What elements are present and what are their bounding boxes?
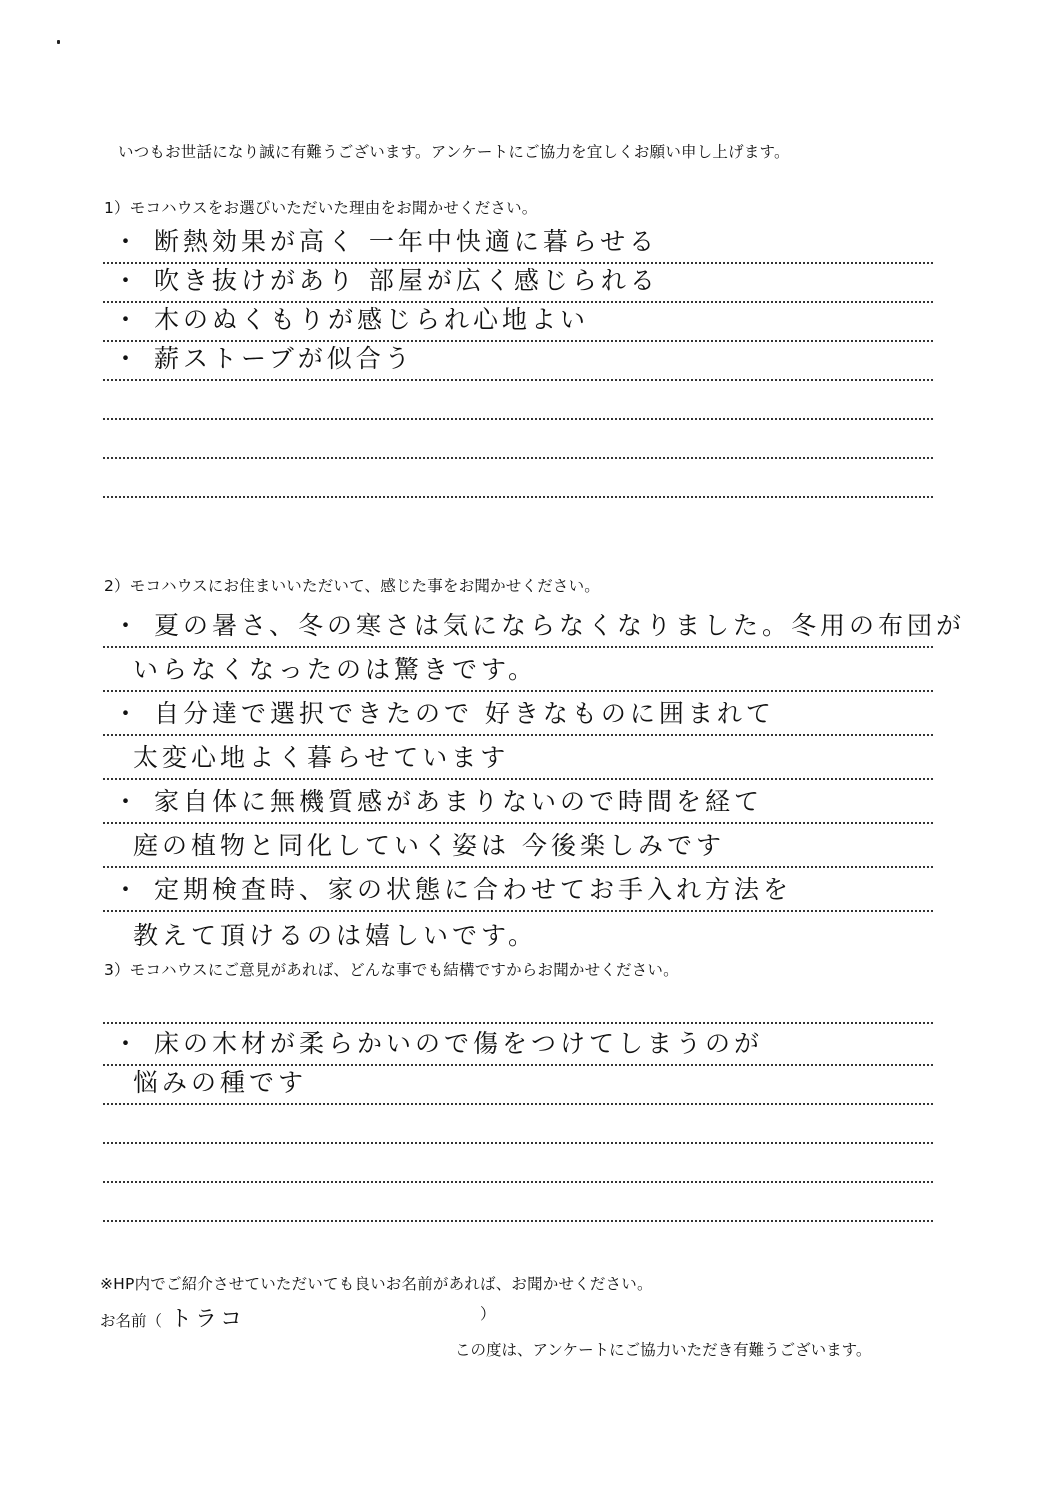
answer-text: 悩みの種です <box>133 1068 308 1097</box>
answer-line <box>103 420 933 459</box>
answer-line <box>103 692 933 736</box>
name-close-paren: ） <box>480 1305 496 1323</box>
answer-text: いらなくなったのは驚きです。 <box>133 655 538 684</box>
answer-text: ・ 定期検査時、家の状態に合わせてお手入れ方法を <box>113 875 792 904</box>
thanks-text: この度は、アンケートにご協力いただき有難うございます。 <box>455 1341 872 1359</box>
answer-line <box>103 1144 933 1183</box>
question-2: 2）モコハウスにお住まいいただいて、感じた事をお聞かせください。 <box>104 577 600 595</box>
answer-line <box>103 1183 933 1222</box>
answer-line <box>103 1024 933 1066</box>
name-row <box>100 1302 496 1333</box>
answer-line <box>103 459 933 498</box>
answer-lines-2 <box>103 604 965 956</box>
answer-lines-1 <box>103 225 933 498</box>
answer-line <box>103 303 933 342</box>
answer-text: 太変心地よく暮らせています <box>133 743 510 772</box>
answer-line <box>103 912 933 956</box>
answer-line <box>103 1066 933 1105</box>
answer-lines-3 <box>103 985 933 1222</box>
answer-line <box>103 225 933 264</box>
answer-text: 庭の植物と同化していく姿は 今後楽しみです <box>133 831 725 860</box>
answer-line <box>103 824 933 868</box>
answer-line <box>103 648 933 692</box>
answer-text: ・ 断熱効果が高く 一年中快適に暮らせる <box>113 227 659 256</box>
answer-line <box>103 264 933 303</box>
answer-text: ・ 夏の暑さ、冬の寒さは気にならなくなりました。冬用の布団が <box>113 611 965 640</box>
answer-line <box>103 736 933 780</box>
answer-text: 教えて頂けるのは嬉しいです。 <box>133 921 538 950</box>
answer-text: ・ 薪ストーブが似合う <box>113 344 414 373</box>
answer-text: ・ 床の木材が柔らかいので傷をつけてしまうのが <box>113 1029 763 1058</box>
answer-line <box>103 868 933 912</box>
answer-line <box>103 604 965 648</box>
answer-text: ・ 家自体に無機質感があまりないので時間を経て <box>113 787 763 816</box>
answer-line <box>103 985 933 1024</box>
footer-note: ※HP内でご紹介させていただいても良いお名前があれば、お聞かせください。 <box>100 1275 653 1293</box>
name-value: トラコ <box>170 1307 246 1332</box>
answer-line <box>103 381 933 420</box>
answer-text: ・ 自分達で選択できたので 好きなものに囲まれて <box>113 699 775 728</box>
answer-text: ・ 吹き抜けがあり 部屋が広く感じられる <box>113 266 659 295</box>
intro-text: いつもお世話になり誠に有難うございます。アンケートにご協力を宜しくお願い申し上げます。 <box>118 143 790 161</box>
answer-line <box>103 342 933 381</box>
answer-line <box>103 1105 933 1144</box>
question-1: 1）モコハウスをお選びいただいた理由をお聞かせください。 <box>104 199 538 217</box>
question-3: 3）モコハウスにご意見があれば、どんな事でも結構ですからお聞かせください。 <box>104 961 679 979</box>
answer-line <box>103 780 933 824</box>
name-label: お名前（ <box>100 1312 163 1330</box>
scan-speck <box>57 40 60 44</box>
answer-text: ・ 木のぬくもりが感じられ心地よい <box>113 305 589 334</box>
